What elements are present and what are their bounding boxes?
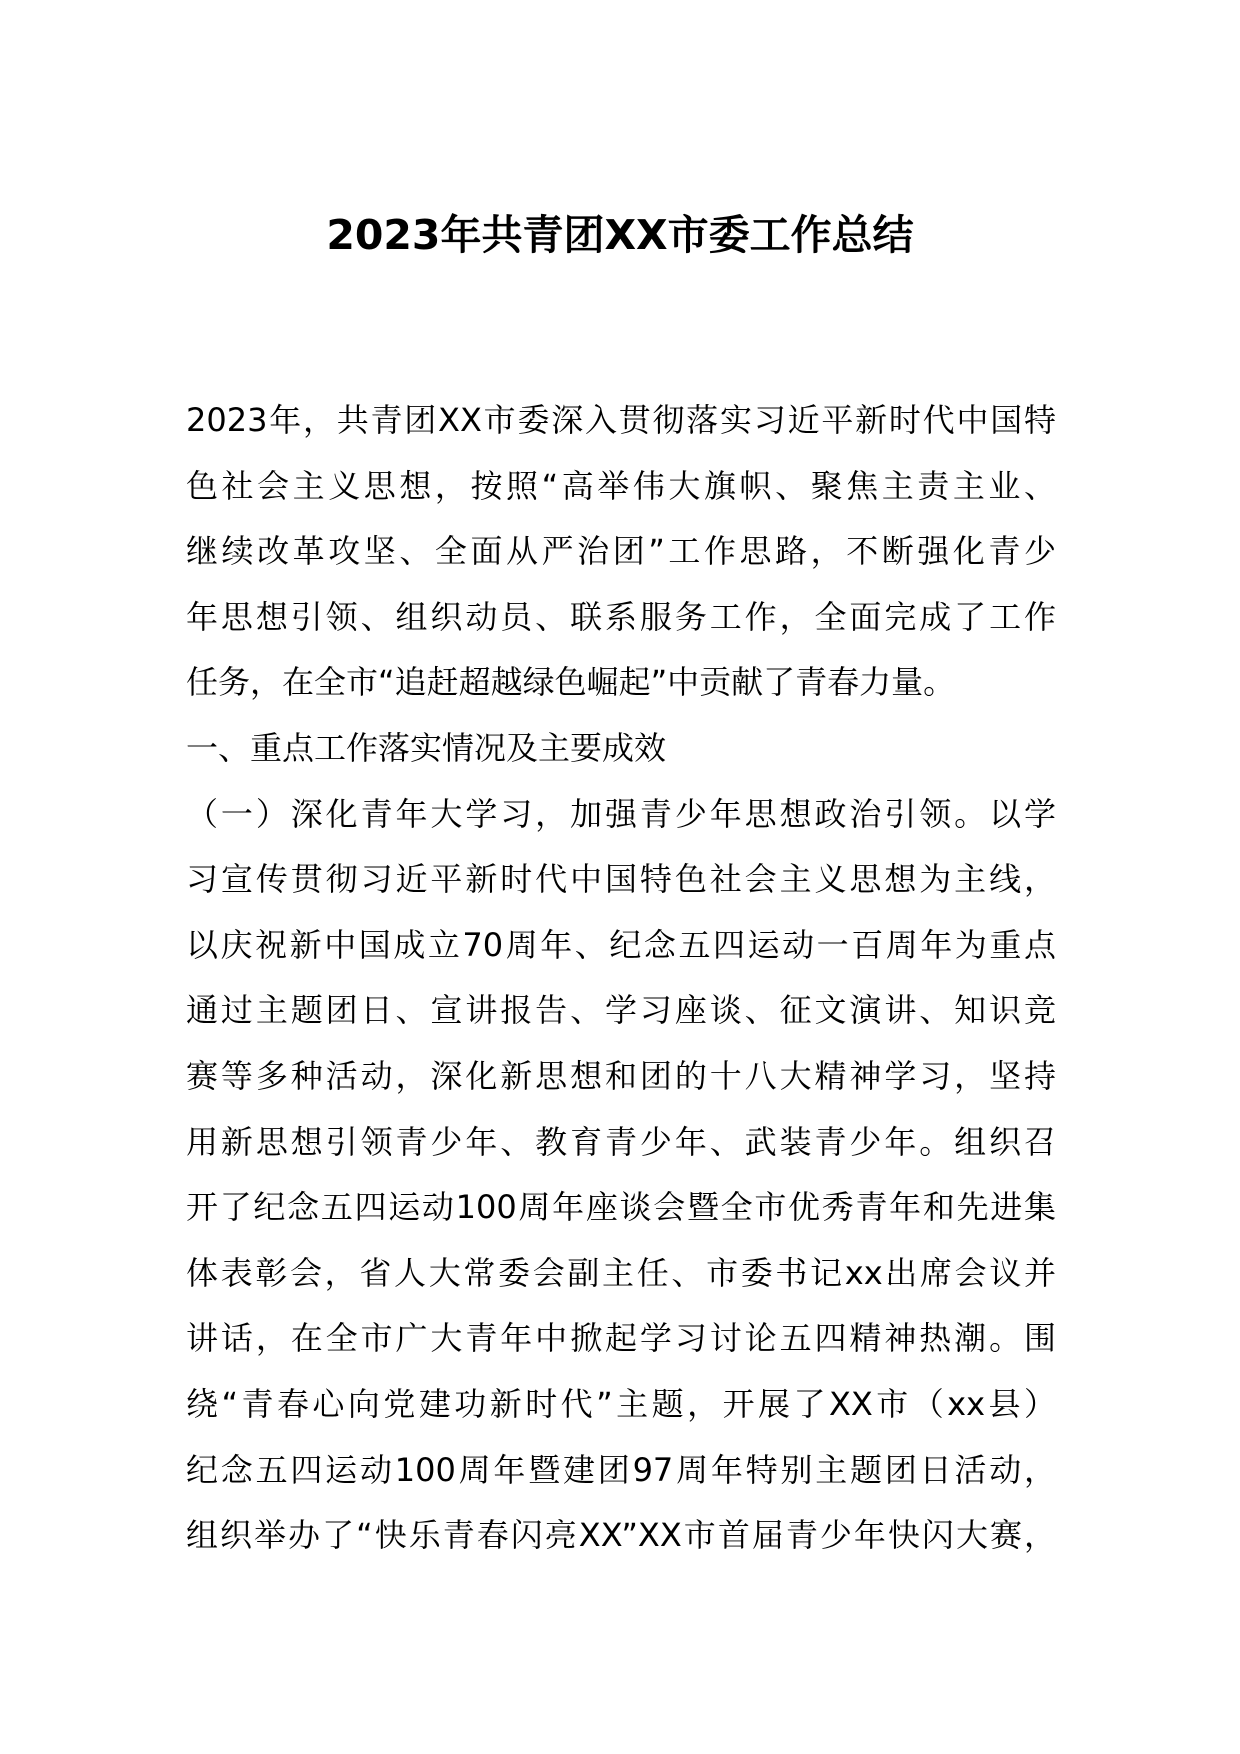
body-line: 继续改革攻坚、全面从严治团”工作思路，不断强化青少	[186, 532, 1056, 571]
body-line: 色社会主义思想，按照“高举伟大旗帜、聚焦主责主业、	[186, 466, 1056, 505]
body-line: 纪念五四运动100周年暨建团97周年特别主题团日活动，	[186, 1450, 1056, 1489]
section-heading: 一、重点工作落实情况及主要成效	[186, 728, 667, 767]
body-line: 习宣传贯彻习近平新时代中国特色社会主义思想为主线，	[186, 860, 1056, 899]
document-body	[186, 388, 1056, 1569]
body-line: 任务，在全市“追赶超越绿色崛起”中贡献了青春力量。	[186, 663, 956, 702]
body-line: （一）深化青年大学习，加强青少年思想政治引领。以学	[186, 794, 1056, 833]
body-line: 2023年，共青团XX市委深入贯彻落实习近平新时代中国特	[186, 401, 1056, 439]
body-line: 赛等多种活动，深化新思想和团的十八大精神学习，坚持	[186, 1056, 1056, 1095]
document-title: 2023年共青团XX市委工作总结	[326, 211, 914, 259]
body-line: 以庆祝新中国成立70周年、纪念五四运动一百周年为重点	[186, 925, 1056, 964]
body-line: 开了纪念五四运动100周年座谈会暨全市优秀青年和先进集	[186, 1188, 1056, 1227]
body-line: 组织举办了“快乐青春闪亮XX”XX市首届青少年快闪大赛，	[186, 1516, 1056, 1555]
body-line: 讲话，在全市广大青年中掀起学习讨论五四精神热潮。围	[186, 1319, 1056, 1358]
body-line: 绕“青春心向党建功新时代”主题，开展了XX市（xx县）	[186, 1384, 1056, 1423]
body-line: 体表彰会，省人大常委会副主任、市委书记xx出席会议并	[186, 1253, 1056, 1292]
body-line: 年思想引领、组织动员、联系服务工作，全面完成了工作	[186, 597, 1056, 636]
body-line: 通过主题团日、宣讲报告、学习座谈、征文演讲、知识竞	[186, 991, 1056, 1030]
body-line: 用新思想引领青少年、教育青少年、武装青少年。组织召	[186, 1122, 1056, 1161]
